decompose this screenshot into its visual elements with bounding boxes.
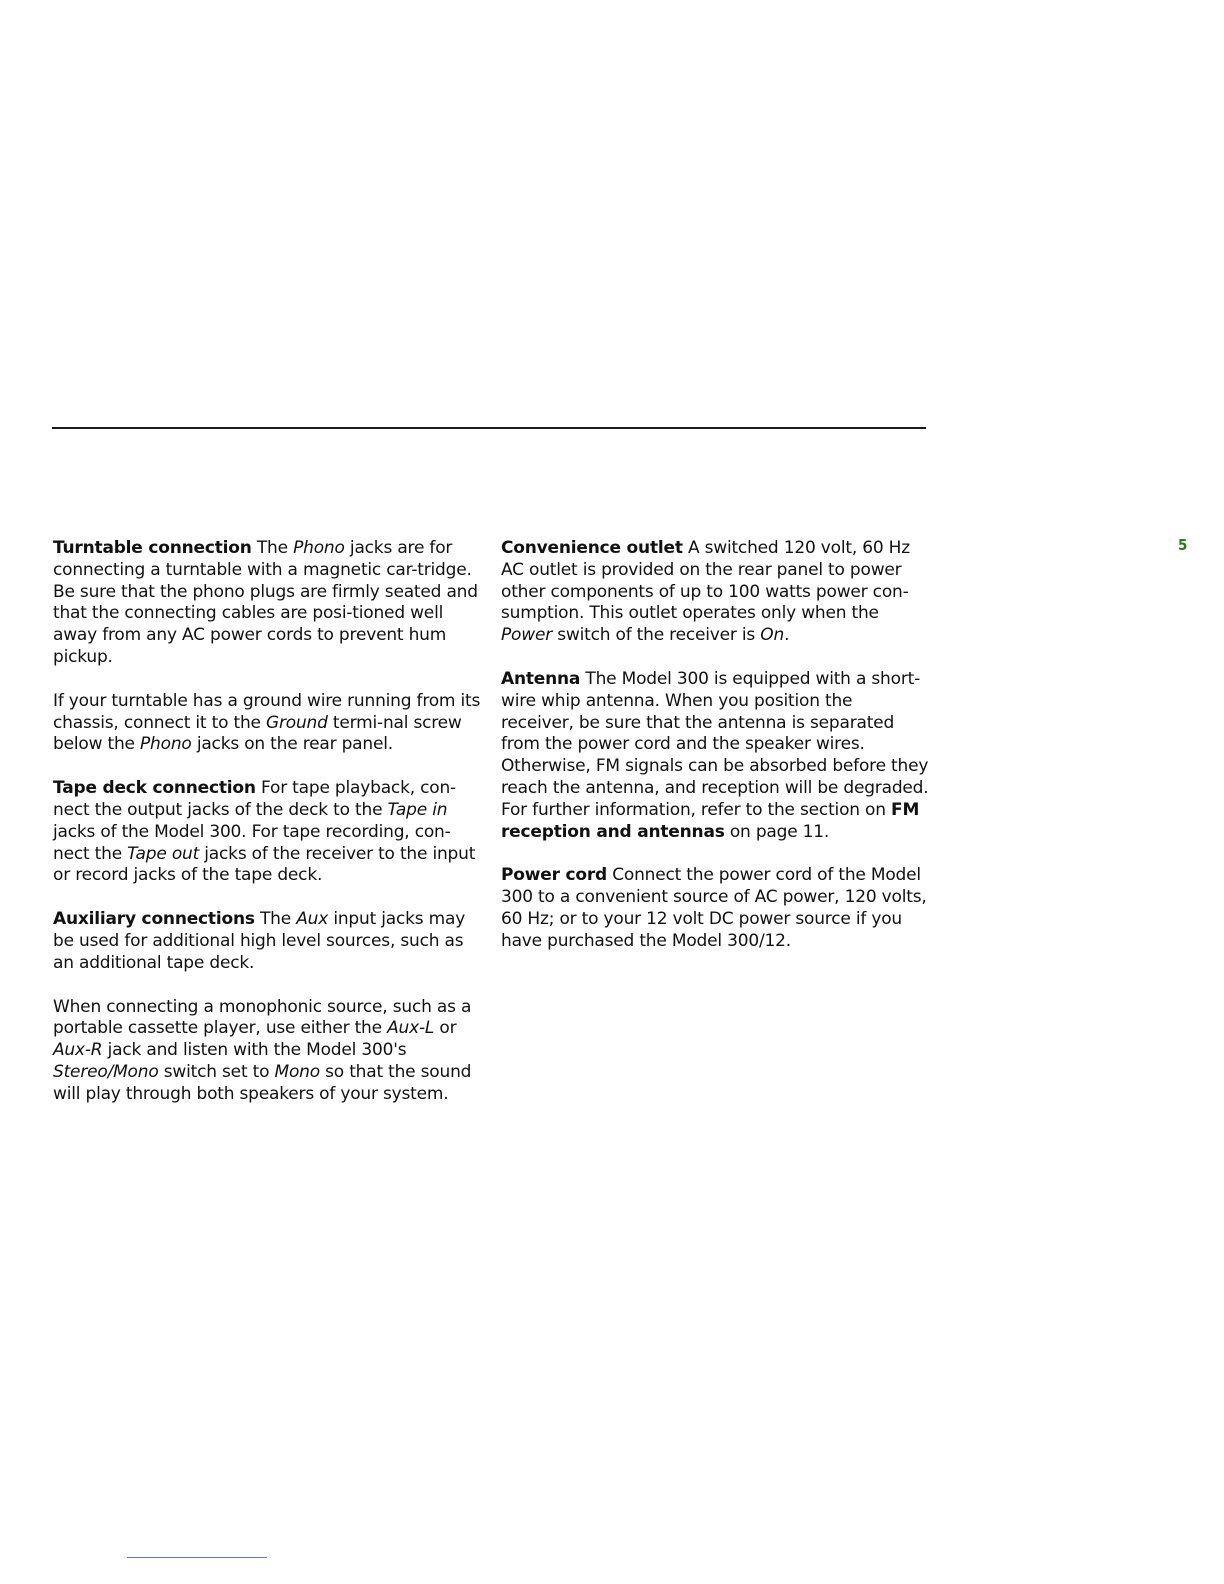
- text-run: jack and listen with the Model 300's: [102, 1040, 407, 1061]
- antenna-heading: Antenna: [501, 668, 581, 689]
- left-column: [53, 538, 483, 1128]
- text-run: so that the sound will play through both speakers of your system.: [53, 1061, 472, 1104]
- monophonic-source-paragraph: [53, 997, 483, 1106]
- power-cord-heading: Power cord: [501, 865, 607, 886]
- page-number: 5: [1178, 536, 1188, 554]
- turntable-connection-paragraph: [53, 538, 483, 669]
- text-run: switch of the receiver is: [552, 625, 761, 646]
- top-horizontal-rule: [52, 427, 926, 429]
- convenience-outlet-paragraph: [501, 538, 929, 647]
- text-run: switch set to: [158, 1061, 275, 1082]
- antenna-paragraph: [501, 669, 929, 843]
- italic-term: Phono: [293, 538, 345, 558]
- text-run: For tape playback, con-nect the output jacks of the deck to the: [53, 778, 456, 820]
- tape-deck-connection-heading: Tape deck connection: [53, 778, 256, 799]
- italic-term: Ground: [265, 712, 328, 733]
- italic-term: Aux-L: [387, 1018, 435, 1039]
- italic-term: Tape in: [387, 799, 448, 820]
- text-run: If your turntable has a ground wire running from its chassis, connect it to the: [53, 690, 481, 733]
- text-run: A switched 120 volt, 60 Hz AC outlet is provided on the rear panel to power other components of up to 100 watts power con-sumption. This outlet operates only when the: [501, 538, 910, 624]
- turntable-connection-heading: Turntable connection: [53, 538, 252, 558]
- text-run: When connecting a monophonic source, such as a portable cassette player, use either the: [53, 996, 472, 1039]
- italic-term: Tape out: [127, 843, 200, 864]
- text-run: input jacks may be used for additional high level sources, such as an additional tape deck.: [53, 909, 466, 973]
- ground-wire-paragraph: [53, 691, 483, 756]
- text-run: jacks of the Model 300. For tape recording, con-nect the: [53, 821, 451, 864]
- text-run: or: [434, 1018, 457, 1039]
- text-run: termi-nal screw below the: [53, 712, 462, 755]
- text-run: .: [784, 625, 790, 646]
- convenience-outlet-heading: Convenience outlet: [501, 538, 683, 558]
- text-run: The: [251, 538, 294, 558]
- italic-term: Power: [501, 625, 553, 646]
- power-cord-paragraph: [501, 865, 929, 952]
- italic-term: Phono: [140, 734, 192, 755]
- bottom-decorative-line: [127, 1557, 267, 1558]
- italic-term: Aux: [296, 909, 329, 930]
- auxiliary-connections-heading: Auxiliary connections: [53, 909, 255, 930]
- fm-reception-reference: FM reception and antennas: [501, 799, 920, 842]
- text-run: The Model 300 is equipped with a short-wire whip antenna. When you position the receiver, be sure that the antenna is separated from the power cord and the speaker wires. Otherwise, FM signals can be absorbed before they reach the antenna, and reception will be degraded. For further information, refer to the section on: [501, 668, 929, 820]
- auxiliary-connections-paragraph: [53, 909, 483, 974]
- text-run: The: [254, 909, 297, 930]
- text-run: on page 11.: [724, 821, 830, 842]
- text-run: jacks on the rear panel.: [191, 734, 393, 755]
- text-run: jacks of the receiver to the input or record jacks of the tape deck.: [53, 843, 476, 886]
- text-run: jacks are for connecting a turntable with a magnetic car-tridge. Be sure that the phono plugs are firmly seated and that the connecting cables are posi-tioned well away from any AC power cords to prevent hum pickup.: [53, 538, 478, 667]
- italic-term: On: [760, 625, 785, 646]
- italic-term: Aux-R: [53, 1040, 103, 1061]
- text-run: Connect the power cord of the Model 300 to a convenient source of AC power, 120 volts, 60 Hz; or to your 12 volt DC power source if you have purchased the Model 300/12.: [501, 865, 927, 951]
- right-column: [501, 538, 929, 975]
- italic-term: Mono: [274, 1061, 320, 1082]
- italic-term: Stereo/Mono: [53, 1061, 159, 1082]
- tape-deck-connection-paragraph: [53, 778, 483, 887]
